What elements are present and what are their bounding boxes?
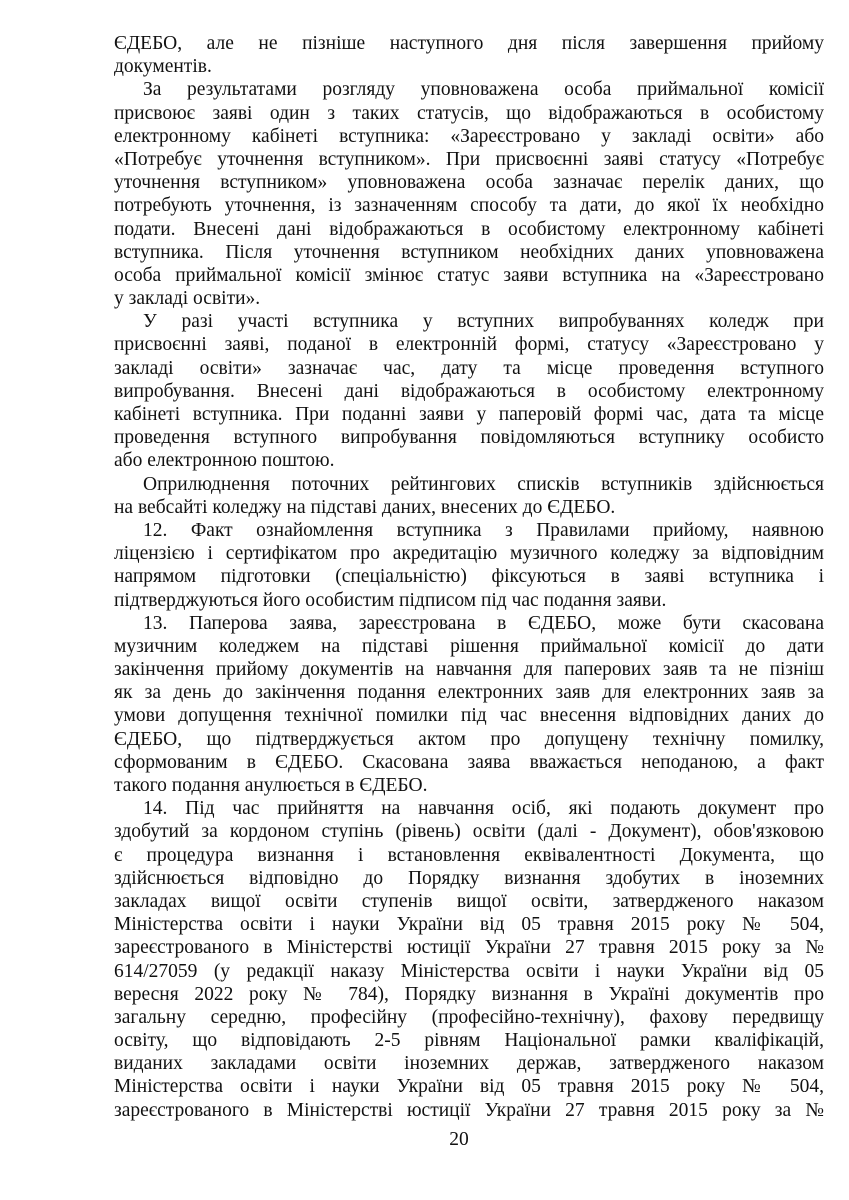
text-line: подати. Внесені дані відображаються в особистому електронному кабінеті xyxy=(114,218,824,240)
text-line: є процедура визнання і встановлення еквівалентності Документа, що xyxy=(114,844,824,866)
text-line: ЄДЕБО, але не пізніше наступного дня після завершення прийому xyxy=(114,33,824,54)
text-line: закладі освіти» зазначає час, дату та місце проведення вступного xyxy=(114,357,824,379)
text-line: 614/27059 (у редакції наказу Міністерства освіти і науки України від 05 xyxy=(114,960,824,982)
text-line: умови допущення технічної помилки під час внесення відповідних даних до xyxy=(114,705,824,727)
paragraph xyxy=(114,473,824,519)
text-line: загальну середню, професійну (професійно-технічну), фахову передвищу xyxy=(114,1006,824,1028)
text-line: здійснюється відповідно до Порядку визнання здобутих в іноземних xyxy=(114,867,824,889)
text-line: ліцензією і сертифікатом про акредитацію музичного коледжу за відповідним xyxy=(114,543,824,565)
text-line: кабінеті вступника. При поданні заяви у паперовій формі час, дата та місце xyxy=(114,404,824,425)
text-line: документів. xyxy=(114,56,212,78)
text-line: 14. Під час прийняття на навчання осіб, які подають документ про xyxy=(143,798,824,820)
text-line: проведення вступного випробування повідомляються вступнику особисто xyxy=(114,427,824,449)
text-line: У разі участі вступника у вступних випробуваннях коледж при xyxy=(143,311,824,333)
text-line: потребують уточнення, із зазначенням способу та дати, до якої їх необхідно xyxy=(114,195,824,217)
text-line: освіту, що відповідають 2-5 рівням Національної рамки кваліфікацій, xyxy=(114,1030,824,1052)
text-line: За результатами розгляду уповноважена особа приймальної комісії xyxy=(143,79,824,101)
paragraph xyxy=(114,78,824,310)
text-line: закладах вищої освіти ступенів вищої освіти, затвердженого наказом xyxy=(114,890,824,912)
paragraph xyxy=(114,612,824,798)
text-line: як за день до закінчення подання електронних заяв для електронних заяв за xyxy=(114,682,824,704)
paragraph xyxy=(114,32,824,78)
text-line: Міністерства освіти і науки України від 05 травня 2015 року № 504, xyxy=(114,914,824,936)
text-line: уточнення вступником» уповноважена особа зазначає перелік даних, що xyxy=(114,172,824,194)
text-line: підтверджуються його особистим підписом під час подання заяви. xyxy=(114,589,667,611)
text-line: електронному кабінеті вступника: «Зареєстровано у закладі освіти» або xyxy=(114,125,824,147)
text-line: на вебсайті коледжу на підставі даних, внесених до ЄДЕБО. xyxy=(114,496,616,518)
text-line: здобутий за кордоном ступінь (рівень) освіти (далі - Документ), обов'язковою xyxy=(114,821,824,843)
text-line: зареєстрованого в Міністерстві юстиції України 27 травня 2015 року за № xyxy=(114,937,824,959)
text-line: 13. Паперова заява, зареєстрована в ЄДЕБО, може бути скасована xyxy=(143,612,824,634)
paragraph xyxy=(114,519,824,612)
text-line: сформованим в ЄДЕБО. Скасована заява вважається неподаною, а факт xyxy=(114,751,824,773)
text-line: виданих закладами освіти іноземних держав, затвердженого наказом xyxy=(114,1053,824,1075)
document-body xyxy=(114,32,824,1122)
text-line: особа приймальної комісії змінює статус заяви вступника на «Зареєстровано xyxy=(114,264,824,286)
text-line: закінчення прийому документів на навчання для паперових заяв та не пізніш xyxy=(114,659,824,681)
text-line: випробування. Внесені дані відображаються в особистому електронному xyxy=(114,380,824,402)
text-line: такого подання анулюється в ЄДЕБО. xyxy=(114,775,428,796)
text-line: «Потребує уточнення вступником». При присвоєнні заяві статусу «Потребує xyxy=(114,148,824,170)
text-line: у закладі освіти». xyxy=(114,288,261,310)
text-line: або електронною поштою. xyxy=(114,450,335,472)
paragraph xyxy=(114,310,824,472)
text-line: присвоює заяві один з таких статусів, що відображаються в особистому xyxy=(114,102,824,124)
text-line: ЄДЕБО, що підтверджується актом про допущену технічну помилку, xyxy=(114,728,824,750)
page-number: 20 xyxy=(449,1129,469,1150)
text-line: музичним коледжем на підставі рішення приймальної комісії до дати xyxy=(114,635,824,657)
text-line: вересня 2022 року № 784), Порядку визнання в Україні документів про xyxy=(114,983,824,1005)
text-line: зареєстрованого в Міністерстві юстиції України 27 травня 2015 року за № xyxy=(114,1099,824,1121)
text-line: Оприлюднення поточних рейтингових списків вступників здійснюється xyxy=(143,473,824,495)
text-line: вступника. Після уточнення вступником необхідних даних уповноважена xyxy=(114,241,824,263)
text-line: напрямом підготовки (спеціальністю) фіксуються в заяві вступника і xyxy=(114,566,824,588)
paragraph xyxy=(114,797,824,1122)
text-line: 12. Факт ознайомлення вступника з Правилами прийому, наявною xyxy=(143,519,824,541)
text-line: присвоєнні заяві, поданої в електронній формі, статусу «Зареєстровано у xyxy=(114,334,824,356)
text-line: Міністерства освіти і науки України від 05 травня 2015 року № 504, xyxy=(114,1076,824,1098)
